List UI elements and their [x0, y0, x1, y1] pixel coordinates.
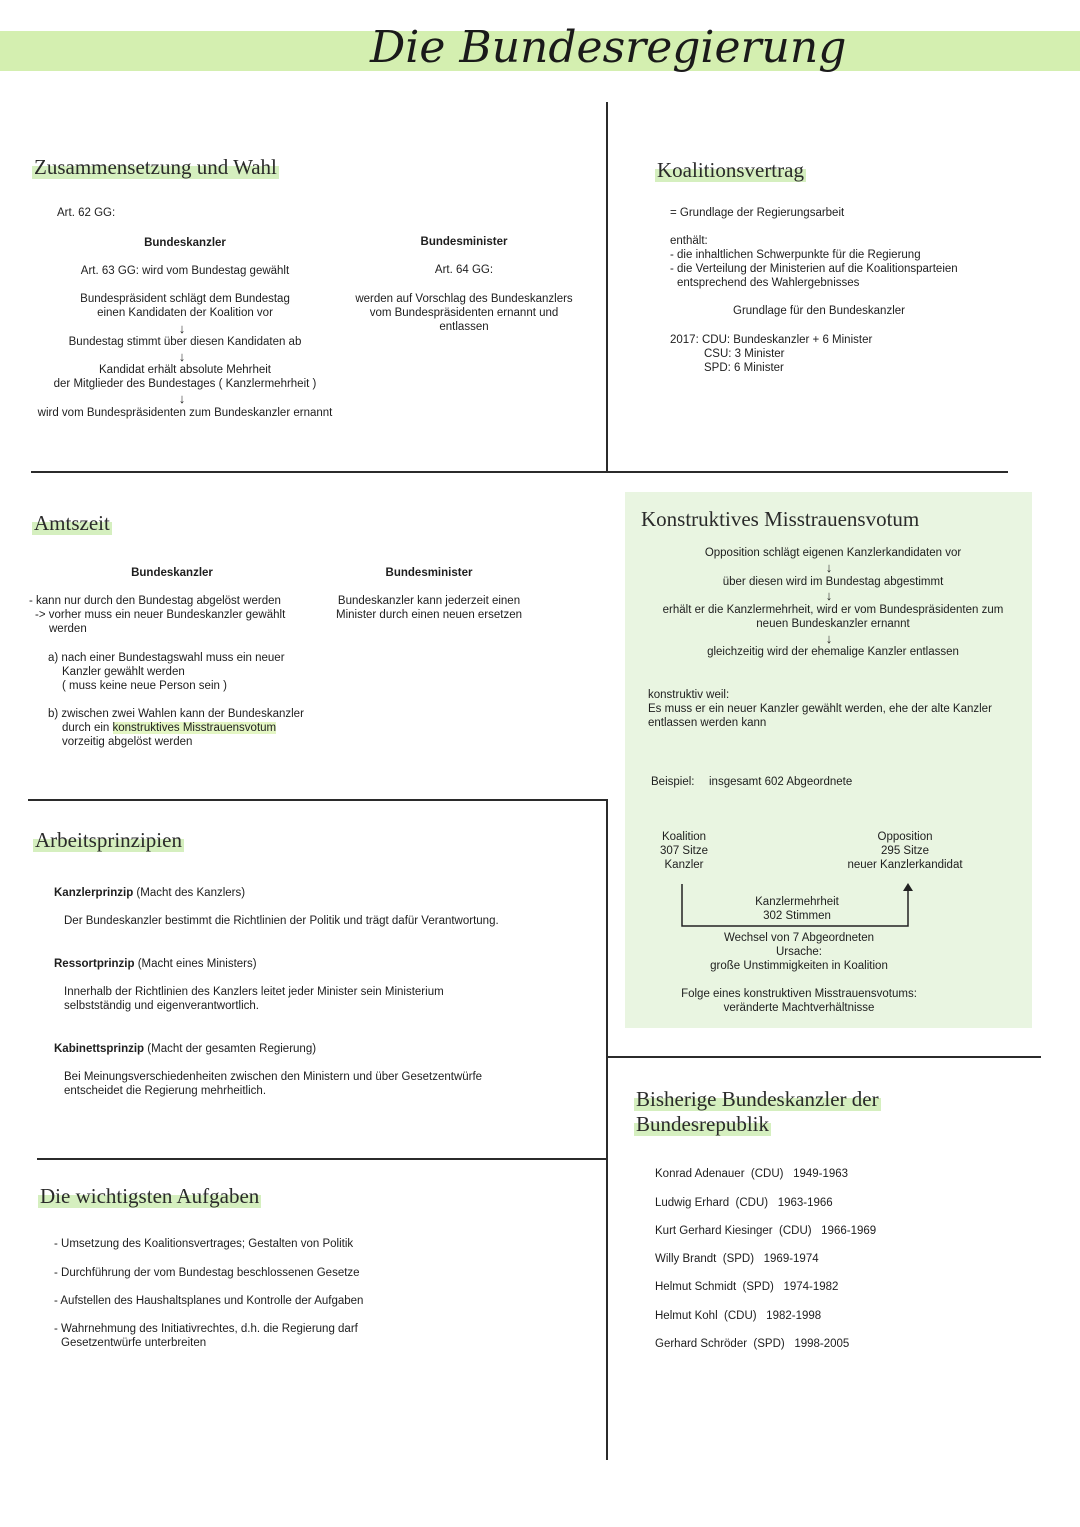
divider-top	[31, 471, 1008, 473]
ministers-text-line1: werden auf Vorschlag des Bundeskanzlers	[355, 293, 573, 305]
vote-step2: über diesen wird im Bundestag abgestimmt	[722, 576, 944, 588]
vote-result-line1: Folge eines konstruktiven Misstrauensvotums:	[681, 988, 917, 1000]
vote-majority-line2: 302 Stimmen	[763, 910, 831, 922]
tasks-heading: Die wichtigsten Aufgaben	[40, 1184, 260, 1208]
vote-step4: gleichzeitig wird der ehemalige Kanzler entlassen	[707, 646, 959, 658]
coalition-item2: - die Verteilung der Ministerien auf die Koalitionsparteien	[670, 263, 958, 275]
chancellor-article: Art. 63 GG: wird vom Bundestag gewählt	[80, 265, 290, 277]
arrow-down-icon: ↓	[825, 588, 833, 603]
vote-why-line3: entlassen werden kann	[648, 717, 767, 729]
chancellor-list-item: Konrad Adenauer (CDU) 1949-1963	[655, 1168, 849, 1180]
vote-change-line1: Wechsel von 7 Abgeordneten	[723, 932, 875, 944]
chancellor-step3-line2: der Mitglieder des Bundestages ( Kanzlermehrheit )	[53, 378, 317, 390]
vote-step1: Opposition schlägt eigenen Kanzlerkandidaten vor	[704, 547, 962, 559]
vote-result-line2: veränderte Machtverhältnisse	[723, 1002, 875, 1014]
vote-majority-line1: Kanzlermehrheit	[755, 896, 839, 908]
principle-ressort-text-line1: Innerhalb der Richtlinien des Kanzlers leitet jeder Minister sein Ministerium	[64, 986, 444, 998]
principle-chancellor-text: Der Bundeskanzler bestimmt die Richtlinien der Politik und trägt dafür Verantwortung.	[64, 915, 499, 927]
term-chancellor-b-line3: vorzeitig abgelöst werden	[62, 736, 193, 748]
term-chancellor-b-line2: durch ein konstruktives Misstrauensvotum	[62, 722, 277, 734]
vote-change-line3: große Unstimmigkeiten in Koalition	[710, 960, 888, 972]
chancellor-step1-line2: einen Kandidaten der Koalition vor	[97, 307, 273, 319]
principle-ressort-text-line2: selbstständig und eigenverantwortlich.	[64, 1000, 259, 1012]
task-3: - Aufstellen des Haushaltsplanes und Kontrolle der Aufgaben	[54, 1295, 364, 1307]
term-chancellor-a-line1: a) nach einer Bundestagswahl muss ein neuer	[48, 652, 285, 664]
chancellor-heading: Bundeskanzler	[144, 237, 226, 249]
coalition-contains: enthält:	[670, 235, 708, 247]
vote-step3-line1: erhält er die Kanzlermehrheit, wird er vom Bundespräsidenten zum	[662, 604, 1004, 616]
coalition-2017-line1: 2017: CDU: Bundeskanzler + 6 Minister	[670, 334, 873, 346]
task-2: - Durchführung der vom Bundestag beschlossenen Gesetze	[54, 1267, 360, 1279]
coalition-2017-line3: SPD: 6 Minister	[704, 362, 784, 374]
chancellor-list-item: Kurt Gerhard Kiesinger (CDU) 1966-1969	[655, 1225, 877, 1237]
vote-change-line2: Ursache:	[775, 946, 823, 958]
term-ministers-heading: Bundesminister	[385, 567, 473, 579]
divider-right	[608, 1056, 1041, 1058]
task-1: - Umsetzung des Koalitionsvertrages; Gestalten von Politik	[54, 1238, 354, 1250]
term-heading: Amtszeit	[34, 511, 110, 535]
composition-article: Art. 62 GG:	[57, 207, 116, 219]
vote-example-label: Beispiel:	[651, 776, 695, 788]
term-chancellor-a-line2: Kanzler gewählt werden	[62, 666, 185, 678]
page-title: Die Bundesregierung	[370, 22, 847, 73]
principle-chancellor: Kanzlerprinzip (Macht des Kanzlers)	[54, 887, 246, 899]
coalition-basis: Grundlage für den Bundeskanzler	[733, 305, 905, 317]
chancellors-heading: Bisherige Bundeskanzler der Bundesrepublik	[636, 1087, 879, 1136]
chancellor-step4: wird vom Bundespräsidenten zum Bundeskanzler ernannt	[37, 407, 333, 419]
divider-middle-left	[28, 799, 607, 801]
vote-step3-line2: neuen Bundeskanzler ernannt	[756, 618, 910, 630]
principle-ressort: Ressortprinzip (Macht eines Ministers)	[54, 958, 257, 970]
vote-why-line1: konstruktiv weil:	[648, 689, 730, 701]
term-chancellor-b-line1: b) zwischen zwei Wahlen kann der Bundeskanzler	[48, 708, 304, 720]
ministers-article: Art. 64 GG:	[434, 264, 494, 276]
coalition-item1: - die inhaltlichen Schwerpunkte für die Regierung	[670, 249, 921, 261]
vote-coalition-line3: Kanzler	[664, 859, 704, 871]
term-chancellor-heading: Bundeskanzler	[131, 567, 213, 579]
ministers-text-line2: vom Bundespräsidenten ernannt und	[369, 307, 559, 319]
chancellor-list-item: Willy Brandt (SPD) 1969-1974	[655, 1253, 819, 1265]
term-chancellor-line1: - kann nur durch den Bundestag abgelöst werden	[29, 595, 281, 607]
ministers-heading: Bundesminister	[420, 236, 508, 248]
coalition-heading: Koalitionsvertrag	[657, 158, 804, 182]
chancellor-list-item: Gerhard Schröder (SPD) 1998-2005	[655, 1338, 850, 1350]
vote-why-line2: Es muss er ein neuer Kanzler gewählt werden, ehe der alte Kanzler	[648, 703, 992, 715]
task-4-line1: - Wahrnehmung des Initiativrechtes, d.h. die Regierung darf	[54, 1323, 358, 1335]
chancellor-step2: Bundestag stimmt über diesen Kandidaten ab	[68, 336, 302, 348]
divider-vertical-bottom	[606, 799, 608, 1460]
arrow-down-icon: ↓	[178, 349, 186, 364]
vote-example-text: insgesamt 602 Abgeordnete	[709, 776, 853, 788]
principles-heading: Arbeitsprinzipien	[35, 828, 182, 852]
vote-coalition-line1: Koalition	[661, 831, 707, 843]
chancellor-step1-line1: Bundespräsident schlägt dem Bundestag	[80, 293, 290, 305]
composition-heading: Zusammensetzung und Wahl	[34, 155, 277, 179]
chancellor-list-item: Helmut Kohl (CDU) 1982-1998	[655, 1310, 822, 1322]
arrow-down-icon: ↓	[825, 560, 833, 575]
task-4-line2: Gesetzentwürfe unterbreiten	[61, 1337, 207, 1349]
arrow-down-icon: ↓	[178, 321, 186, 336]
chancellor-list-item: Helmut Schmidt (SPD) 1974-1982	[655, 1281, 839, 1293]
coalition-item2-cont: entsprechend des Wahlergebnisses	[677, 277, 860, 289]
coalition-definition: = Grundlage der Regierungsarbeit	[670, 207, 845, 219]
chancellor-step3-line1: Kandidat erhält absolute Mehrheit	[99, 364, 271, 376]
vote-opposition-line2: 295 Sitze	[881, 845, 929, 857]
principle-cabinet-text-line2: entscheidet die Regierung mehrheitlich.	[64, 1085, 267, 1097]
principle-cabinet-text-line1: Bei Meinungsverschiedenheiten zwischen den Ministern und über Gesetzentwürfe	[64, 1071, 483, 1083]
term-chancellor-line3: werden	[49, 623, 87, 635]
arrow-down-icon: ↓	[178, 391, 186, 406]
highlighted-term: konstruktives Misstrauensvotum	[112, 722, 277, 734]
term-ministers-line1: Bundeskanzler kann jederzeit einen	[337, 595, 521, 607]
divider-bottom-left	[37, 1158, 607, 1160]
vote-opposition-line3: neuer Kanzlerkandidat	[847, 859, 963, 871]
term-chancellor-a-line3: ( muss keine neue Person sein )	[62, 680, 227, 692]
vote-heading: Konstruktives Misstrauensvotum	[641, 507, 920, 531]
vote-coalition-line2: 307 Sitze	[660, 845, 708, 857]
coalition-2017-line2: CSU: 3 Minister	[704, 348, 785, 360]
term-chancellor-line2: -> vorher muss ein neuer Bundeskanzler gewählt	[35, 609, 286, 621]
divider-vertical-top	[606, 102, 608, 472]
term-ministers-line2: Minister durch einen neuen ersetzen	[335, 609, 523, 621]
ministers-text-line3: entlassen	[439, 321, 489, 333]
principle-cabinet: Kabinettsprinzip (Macht der gesamten Regierung)	[54, 1043, 317, 1055]
vote-opposition-line1: Opposition	[877, 831, 933, 843]
chancellor-list-item: Ludwig Erhard (CDU) 1963-1966	[655, 1197, 833, 1209]
arrow-down-icon: ↓	[825, 631, 833, 646]
